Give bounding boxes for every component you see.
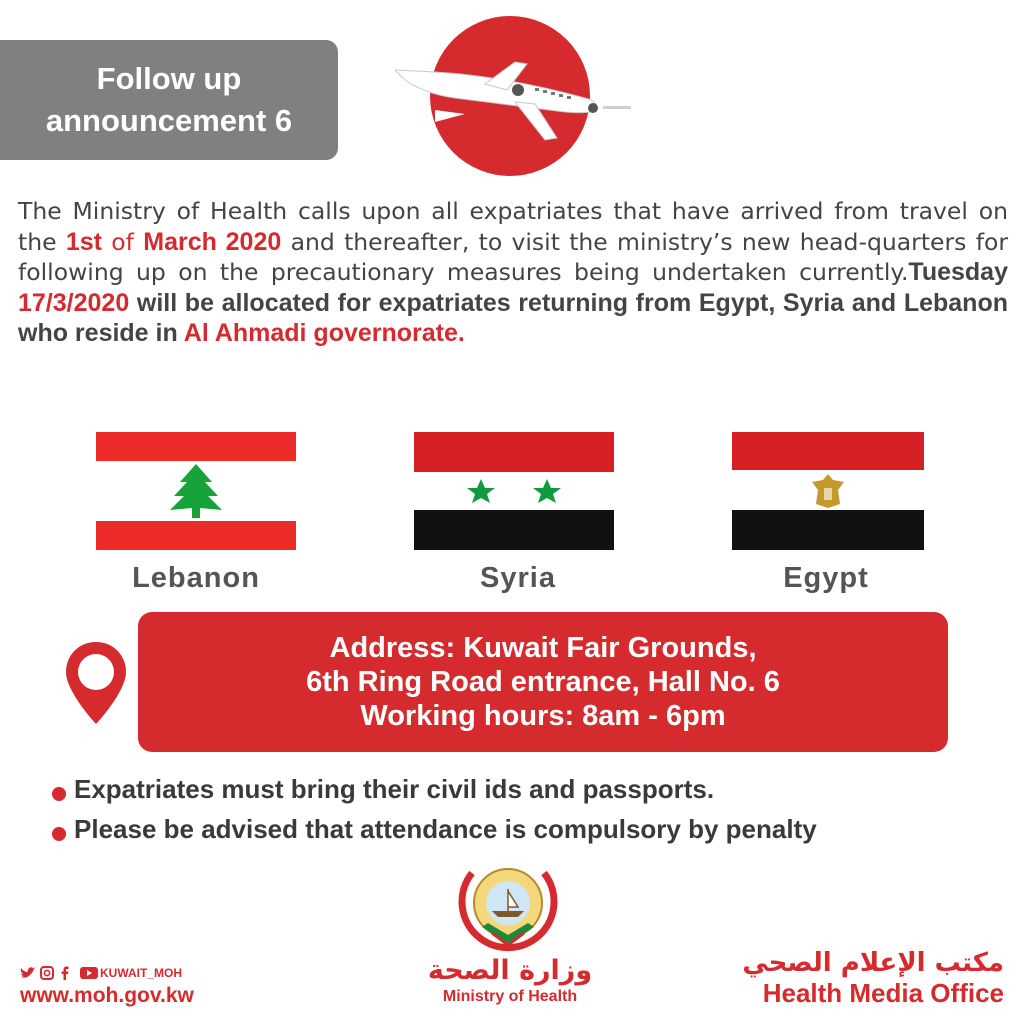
egypt-label: Egypt <box>783 562 869 594</box>
ministry-name-arabic: وزارة الصحة <box>427 955 593 986</box>
address-box <box>138 612 948 752</box>
address-line-2: 6th Ring Road entrance, Hall No. 6 <box>306 666 780 698</box>
location-pin-icon <box>64 640 128 726</box>
social-handle-text[interactable]: KUWAIT_MOH <box>100 966 182 980</box>
lebanon-label: Lebanon <box>132 562 260 594</box>
lebanon-flag <box>96 432 296 550</box>
syria-flag <box>414 432 614 550</box>
paragraph-text-2: and thereafter, to visit the ministry’s new head-quarters for following up on the precautionary measures being undertaken currently. <box>18 227 1009 286</box>
office-name-english: Health Media Office <box>762 978 1004 1008</box>
note-item <box>52 814 817 845</box>
twitter-icon[interactable] <box>20 966 36 980</box>
ministry-name-english: Ministry of Health <box>442 988 578 1005</box>
address-line-1: Address: Kuwait Fair Grounds, <box>329 632 757 664</box>
paragraph-text-3: will be allocated for expatriates returning from Egypt, Syria and Lebanon who reside in <box>18 288 1008 347</box>
date-highlight-day: 1st <box>65 227 102 256</box>
youtube-icon[interactable] <box>80 966 96 980</box>
social-handles <box>20 966 182 980</box>
egypt-flag <box>732 432 932 550</box>
bullet-dot-icon <box>52 787 66 801</box>
working-hours: Working hours: 8am - 6pm <box>360 700 726 732</box>
tuesday-date-highlight: 17/3/2020 <box>18 288 130 317</box>
governorate-highlight: Al Ahmadi governorate. <box>183 319 465 347</box>
announcement-title-box <box>0 40 338 160</box>
office-name-arabic: مكتب الإعلام الصحي <box>742 948 1004 978</box>
title-line-1: Follow up <box>96 61 242 96</box>
paragraph-text-1: The Ministry of Health calls upon all expatriates that have arrived from travel on the <box>18 197 1008 256</box>
facebook-icon[interactable] <box>60 966 76 980</box>
bullet-dot-icon <box>52 827 66 841</box>
title-line-2: announcement 6 <box>45 103 293 138</box>
note-text: Expatriates must bring their civil ids and passports. <box>74 774 715 804</box>
syria-label: Syria <box>480 562 556 594</box>
date-highlight-month: March 2020 <box>143 227 282 256</box>
note-item <box>52 774 714 805</box>
kuwait-emblem <box>452 853 564 965</box>
instagram-icon[interactable] <box>40 966 56 980</box>
airplane-icon <box>395 10 635 180</box>
date-highlight-of: of <box>102 227 144 256</box>
paragraph-tuesday: Tuesday <box>908 258 1008 286</box>
note-text: Please be advised that attendance is compulsory by penalty <box>74 814 817 844</box>
announcement-paragraph <box>18 196 1008 349</box>
website-link[interactable]: www.moh.gov.kw <box>20 984 194 1007</box>
